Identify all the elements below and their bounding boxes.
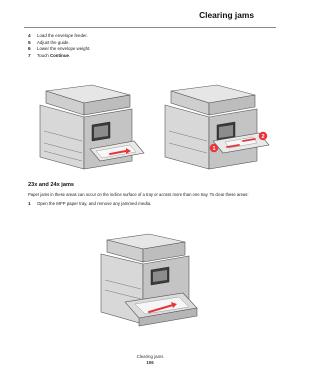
printer-envelope-weight-illustration	[155, 81, 273, 177]
page-number: 106	[146, 359, 154, 365]
page-header	[24, 6, 276, 28]
step-text	[37, 53, 70, 59]
step-1	[28, 201, 268, 208]
page-footer	[0, 354, 300, 365]
step-4	[28, 33, 228, 40]
printer-paper-tray-illustration	[85, 232, 205, 336]
step-number: 4	[28, 34, 31, 39]
step-number: 1	[28, 202, 31, 207]
step-number: 7	[28, 54, 31, 60]
step-text: Adjust the guide.	[37, 39, 70, 45]
step-7	[28, 53, 228, 60]
callout-1: 1	[212, 146, 216, 152]
step-text-suffix: .	[68, 53, 71, 59]
footer-label: Clearing jams	[136, 354, 164, 359]
step-number: 6	[28, 47, 31, 53]
step-6	[28, 46, 228, 53]
step-text: Load the envelope feeder.	[37, 33, 88, 38]
printer-envelope-feeder-illustration	[30, 81, 146, 177]
step-text: Lower the envelope weight.	[37, 46, 91, 52]
step-5	[28, 40, 228, 47]
step-number: 5	[28, 40, 31, 46]
continue-emphasis: Continue	[49, 53, 69, 59]
section-heading: 23x and 24x jams	[28, 182, 75, 188]
header-rule	[24, 27, 276, 28]
steps-list-top	[28, 33, 228, 60]
step-text-prefix: Touch	[37, 53, 50, 59]
page-title: Clearing jams	[199, 10, 254, 20]
step-text: Open the MFP paper tray, and remove any jammed media.	[37, 201, 152, 206]
callout-2: 2	[261, 134, 265, 140]
section-body: Paper jams in these areas can occur on the incline surface of a tray or across more than one tray. To clear these areas:	[28, 192, 249, 197]
